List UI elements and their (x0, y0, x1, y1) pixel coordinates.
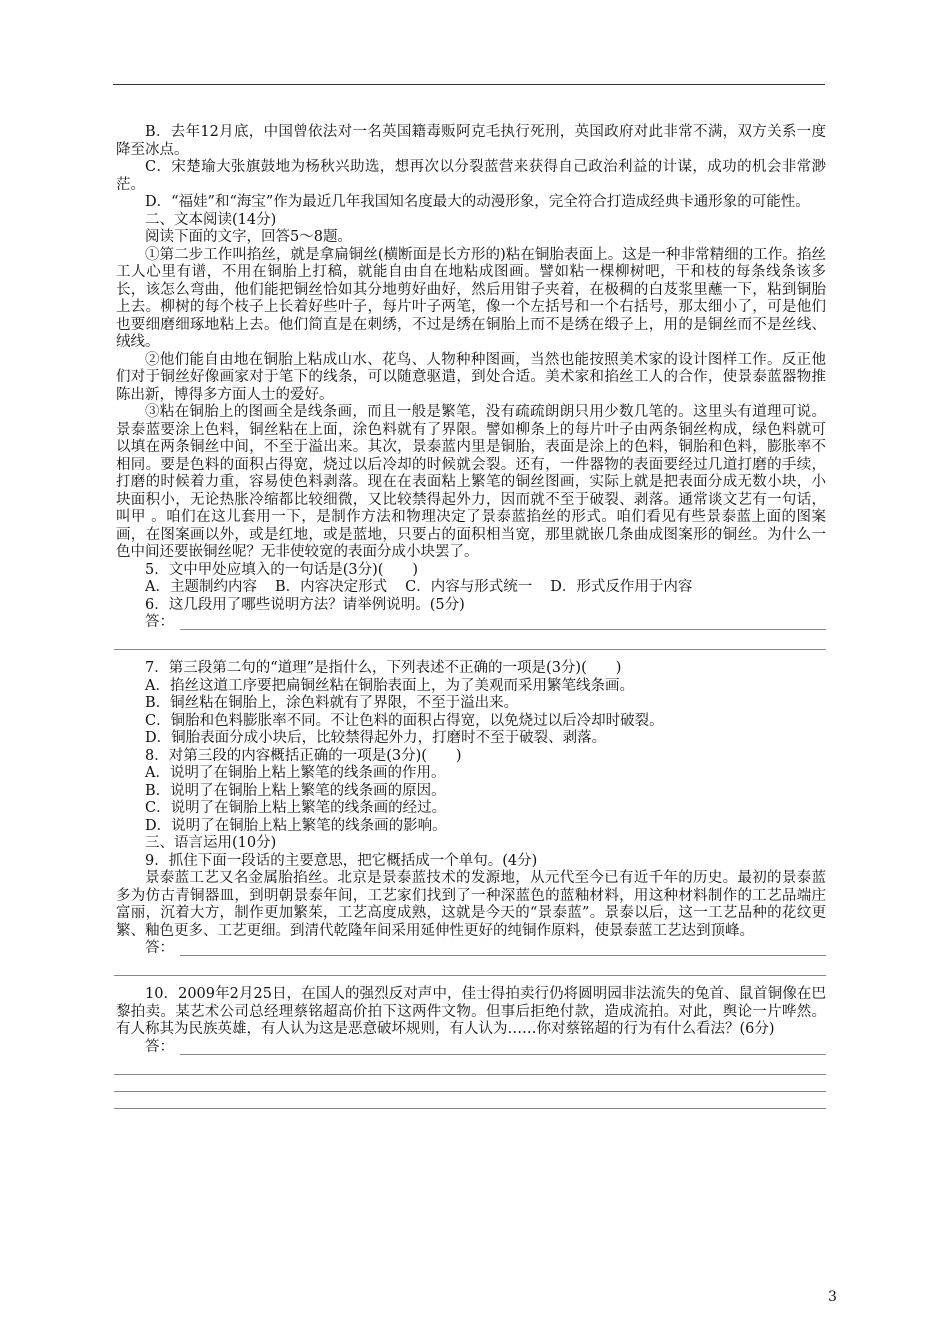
q10-stem: 10．2009年2月25日，在国人的强烈反对声中，佳士得拍卖行仍将圆明园非法流失的兔首、鼠首铜像在巴黎拍卖。某艺术公司总经理蔡铭超高价拍下这两件文物。但事后拒绝付款，造成流拍。对此，舆论一片哗然。有人称其为民族英雄，有人认为这是恶意破坏规则，有人认为……你对蔡铭超的行为有什么看法？(6分) (116, 986, 826, 1037)
q4-option-c: C．宋楚瑜大张旗鼓地为杨秋兴助选，想再次以分裂蓝营来获得自己政治利益的计谋，成功的机会非常渺茫。 (116, 159, 826, 193)
q5-option-a: A．主题制约内容 (145, 579, 257, 595)
q9-passage: 景泰蓝工艺又名金属胎掐丝。北京是景泰蓝技术的发源地，从元代至今已有近千年的历史。最初的景泰蓝多为仿古青铜器皿，到明朝景泰年间，工艺家们找到了一种深蓝色的蓝釉材料，用这种材料制作的工艺品端庄富丽，沉着大方，制作更加繁茱，工艺高度成熟，这就是今天的“景泰蓝”。景泰以后，这一工艺品种的花纹更繁、釉色更多、工艺更细。到清代乾隆年间采用延伸性更好的纯铜作原料，使景泰蓝工艺达到顶峰。 (116, 870, 826, 939)
q6-answer-row (116, 614, 826, 633)
q9-stem: 9．抓住下面一段话的主要意思，把它概括成一个单句。(4分) (145, 852, 538, 869)
q9-answer-line[interactable] (180, 955, 826, 956)
q10-answer-line-4[interactable] (114, 1092, 826, 1109)
header-rule (113, 84, 825, 85)
q5-option-b: B．内容决定形式 (274, 579, 388, 595)
q8-option-c: C．说明了在铜胎上粘上繁笔的线条画的经过。 (145, 800, 447, 816)
q10-answer-line[interactable] (180, 1054, 826, 1055)
q8-option-d: D．说明了在铜胎上粘上繁笔的线条画的影响。 (145, 817, 447, 834)
q5-options (116, 579, 826, 597)
page-number: 3 (828, 1289, 837, 1305)
q7-option-d: D．铜胎表面分成小块后，比较禁得起外力，打磨时不至于破裂、剥落。 (145, 730, 607, 746)
q6-answer-line[interactable] (180, 629, 826, 630)
section-2-instruction: 阅读下面的文字，回答5～8题。 (145, 229, 352, 245)
q5-stem: 5．文中甲处应填入的一句话是(3分)( ) (145, 561, 419, 578)
q6-answer-label: 答： (145, 614, 174, 630)
q6-answer-line-2[interactable] (114, 633, 826, 650)
q10-answer-line-2[interactable] (114, 1058, 826, 1075)
q7-option-a: A．掐丝这道工序要把扁铜丝粘在铜胎表面上，为了美观而采用繁笔线条画。 (145, 677, 634, 694)
section-2-heading: 二、文本阅读(14分) (145, 211, 277, 228)
content (116, 124, 826, 1109)
q5-option-c: C．内容与形式统一 (405, 579, 533, 595)
passage-paragraph-1: ①第二步工作叫掐丝，就是拿扁铜丝(横断面是长方形的)粘在铜胎表面上。这是一种非常精细的工作。掐丝工人心里有谱，不用在铜胎上打稿，就能自由自在地粘成图画。譬如粘一棵柳树吧，干和枝的每条线条该多长，该怎么弯曲，他们能把铜丝恰如其分地剪好曲好，然后用钳子夹着，在极稠的白芨浆里蘸一下，粘到铜胎上去。柳树的每个枝子上长着好些叶子，每片叶子两笔，像一个左括号和一个右括号，那太细小了，可是他们也要细磨细琢地粘上去。他们简直是在刺绣，不过是绣在铜胎上而不是绣在缎子上，用的是铜丝而不是丝线、绒线。 (116, 246, 826, 350)
q7-option-b: B．铜丝粘在铜胎上，涂色料就有了界限，不至于溢出来。 (145, 695, 519, 711)
q10-answer-line-3[interactable] (114, 1075, 826, 1092)
passage-paragraph-3: ③粘在铜胎上的图画全是线条画，而且一般是繁笔，没有疏疏朗朗只用少数几笔的。这里头有道理可说。景泰蓝要涂上色料，铜丝粘在上面，涂色料就有了界限。譬如柳条上的每片叶子由两条铜丝构成，绿色料就可以填在两条铜丝中间，不至于溢出来。其次，景泰蓝内里是铜胎，表面是涂上的色料，铜胎和色料，膨胀率不相同。要是色料的面积占得宽，烧过以后冷却的时候就会裂。还有，一件器物的表面要经过几道打磨的手续，打磨的时候着力重，容易使色料剥落。现在在表面粘上繁笔的铜丝图画，实际上就是把表面分成无数小块，小块面积小，无论热胀冷缩都比较细微，又比较禁得起外力，因而就不至于破裂、剥落。通常谈文艺有一句话，叫甲 。咱们在这儿套用一下，是制作方法和物理决定了景泰蓝掐丝的形式。咱们看见有些景泰蓝上面的图案画，在图案画以外，或是红地，或是蓝地，只要占的面积相当宽，那里就嵌几条曲成图案形的铜丝。为什么一色中间还要嵌铜丝呢？无非使较宽的表面分成小块罢了。 (116, 404, 826, 560)
passage-paragraph-2: ②他们能自由地在铜胎上粘成山水、花鸟、人物种种图画，当然也能按照美术家的设计图样工作。反正他们对于铜丝好像画家对于笔下的线条，可以随意驱遣，到处合适。美术家和掐丝工人的合作，使景泰蓝器物推陈出新，博得多方面人士的爱好。 (116, 351, 826, 403)
q7-option-c: C．铜胎和色料膨胀率不同。不让色料的面积占得宽，以免烧过以后冷却时破裂。 (145, 712, 664, 729)
section-3-heading: 三、语言运用(10分) (145, 835, 277, 851)
q4-option-b: B．去年12月底，中国曾依法对一名英国籍毒贩阿克毛执行死刑，英国政府对此非常不满，双方关系一度降至冰点。 (116, 124, 826, 158)
q9-answer-line-2[interactable] (114, 959, 826, 976)
q5-option-d: D．形式反作用于内容 (550, 579, 693, 595)
q6-stem: 6．这几段用了哪些说明方法？请举例说明。(5分) (145, 596, 465, 613)
q9-answer-row (116, 940, 826, 959)
q8-option-b: B．说明了在铜胎上粘上繁笔的线条画的原因。 (145, 782, 446, 799)
q4-option-d: D．“福娃”和“海宝”作为最近几年我国知名度最大的动漫形象，完全符合打造成经典卡通形象的可能性。 (145, 194, 810, 210)
q7-stem: 7．第三段第二句的“道理”是指什么，下列表述不正确的一项是(3分)( ) (145, 660, 622, 676)
q8-stem: 8．对第三段的内容概括正确的一项是(3分)( ) (145, 747, 462, 764)
q8-option-a: A．说明了在铜胎上粘上繁笔的线条画的作用。 (145, 765, 446, 781)
q10-answer-row (116, 1039, 826, 1058)
q10-answer-label: 答： (145, 1038, 174, 1055)
q9-answer-label: 答： (145, 940, 174, 956)
